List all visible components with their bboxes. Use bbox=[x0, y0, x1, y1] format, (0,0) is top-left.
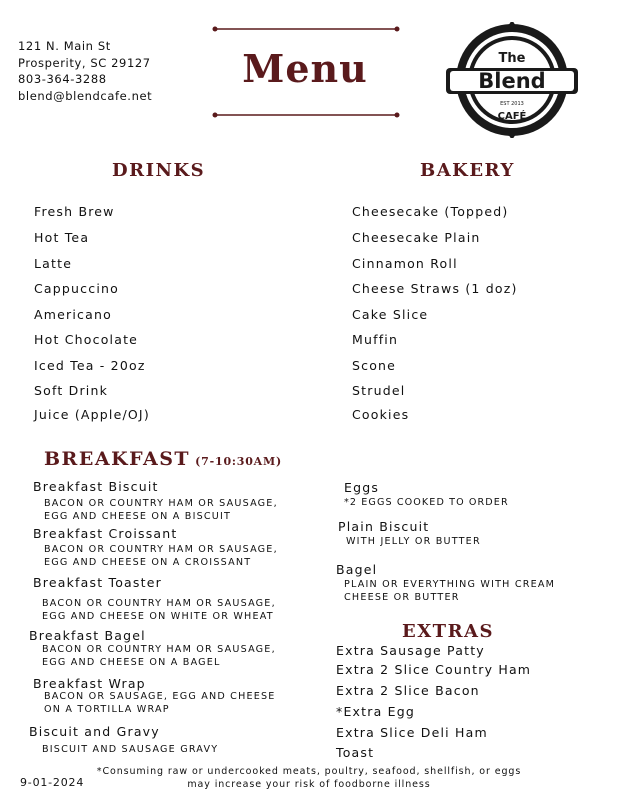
extras-item: Extra Slice Deli Ham bbox=[336, 725, 488, 740]
breakfast-item-desc: BACON OR COUNTRY HAM OR SAUSAGE, EGG AND CHEESE ON A BAGEL bbox=[42, 644, 276, 668]
bakery-item: Strudel bbox=[352, 383, 406, 398]
breakfast-item-desc: BACON OR COUNTRY HAM OR SAUSAGE, EGG AND CHEESE ON WHITE OR WHEAT bbox=[42, 598, 276, 622]
breakfast-item-name: Breakfast Toaster bbox=[33, 575, 162, 590]
breakfast-item-desc: BISCUIT AND SAUSAGE GRAVY bbox=[42, 744, 219, 755]
breakfast-item-name: Breakfast Croissant bbox=[33, 526, 178, 541]
breakfast-item-name: Breakfast Biscuit bbox=[33, 479, 159, 494]
bakery-heading: BAKERY bbox=[420, 160, 515, 181]
breakfast-item-desc: WITH JELLY OR BUTTER bbox=[346, 536, 481, 547]
drink-item: Juice (Apple/OJ) bbox=[34, 407, 150, 422]
bakery-item: Cheesecake Plain bbox=[352, 230, 481, 245]
bakery-item: Cheese Straws (1 doz) bbox=[352, 281, 518, 296]
logo-the: The bbox=[498, 51, 526, 66]
drink-item: Americano bbox=[34, 307, 112, 322]
extras-item: *Extra Egg bbox=[336, 704, 415, 719]
phone-number: 803-364-3288 bbox=[18, 72, 107, 86]
breakfast-hours: (7-10:30AM) bbox=[195, 455, 282, 468]
breakfast-item-name: Eggs bbox=[344, 480, 380, 495]
extras-item: Extra Sausage Patty bbox=[336, 643, 485, 658]
extras-heading: EXTRAS bbox=[402, 621, 495, 642]
extras-item: Extra 2 Slice Bacon bbox=[336, 683, 480, 698]
logo-name: Blend bbox=[478, 69, 546, 93]
menu-date: 9-01-2024 bbox=[20, 776, 85, 789]
contact-info bbox=[18, 38, 152, 104]
drink-item: Hot Tea bbox=[34, 230, 90, 245]
bakery-item: Scone bbox=[352, 358, 397, 373]
logo-est: EST 2013 bbox=[500, 101, 524, 107]
breakfast-item-desc: *2 EGGS COOKED TO ORDER bbox=[344, 497, 509, 508]
page-title: Menu bbox=[242, 46, 368, 91]
bakery-item: Muffin bbox=[352, 332, 399, 347]
breakfast-item-name: Plain Biscuit bbox=[338, 519, 430, 534]
drinks-heading: DRINKS bbox=[112, 160, 206, 181]
drink-item: Soft Drink bbox=[34, 383, 109, 398]
extras-item: Toast bbox=[336, 745, 375, 760]
drink-item: Hot Chocolate bbox=[34, 332, 139, 347]
drink-item: Iced Tea - 20oz bbox=[34, 358, 146, 373]
breakfast-item-desc: BACON OR COUNTRY HAM OR SAUSAGE, EGG AND CHEESE ON A BISCUIT bbox=[44, 498, 278, 522]
email-address: blend@blendcafe.net bbox=[18, 88, 153, 103]
breakfast-item-name: Biscuit and Gravy bbox=[29, 724, 160, 739]
bakery-item: Cookies bbox=[352, 407, 410, 422]
breakfast-item-desc: BACON OR COUNTRY HAM OR SAUSAGE, EGG AND CHEESE ON A CROISSANT bbox=[44, 544, 278, 568]
logo-cafe: CAFÉ bbox=[497, 111, 527, 122]
breakfast-heading bbox=[44, 448, 282, 470]
drink-item: Cappuccino bbox=[34, 281, 119, 296]
top-divider bbox=[212, 25, 400, 33]
bakery-item: Cinnamon Roll bbox=[352, 256, 458, 271]
food-safety-notice: *Consuming raw or undercooked meats, poultry, seafood, shellfish, or eggs may increase your risk of foodborne illness bbox=[96, 766, 522, 790]
bakery-item: Cheesecake (Topped) bbox=[352, 204, 509, 219]
address-line-1: 121 N. Main St bbox=[18, 39, 111, 53]
breakfast-item-name: Bagel bbox=[336, 562, 378, 577]
extras-item: Extra 2 Slice Country Ham bbox=[336, 662, 532, 677]
drink-item: Latte bbox=[34, 256, 73, 271]
breakfast-item-name: Breakfast Wrap bbox=[33, 676, 146, 691]
breakfast-item-desc: PLAIN OR EVERYTHING WITH CREAM CHEESE OR BUTTER bbox=[344, 579, 556, 603]
bottom-divider bbox=[212, 111, 400, 119]
blend-cafe-logo bbox=[444, 22, 580, 138]
address-line-2: Prosperity, SC 29127 bbox=[18, 55, 151, 70]
breakfast-title: BREAKFAST bbox=[44, 448, 191, 470]
breakfast-item-desc: BACON OR SAUSAGE, EGG AND CHEESE ON A TORTILLA WRAP bbox=[44, 691, 276, 715]
bakery-item: Cake Slice bbox=[352, 307, 429, 322]
drink-item: Fresh Brew bbox=[34, 204, 115, 219]
breakfast-item-name: Breakfast Bagel bbox=[29, 628, 146, 643]
